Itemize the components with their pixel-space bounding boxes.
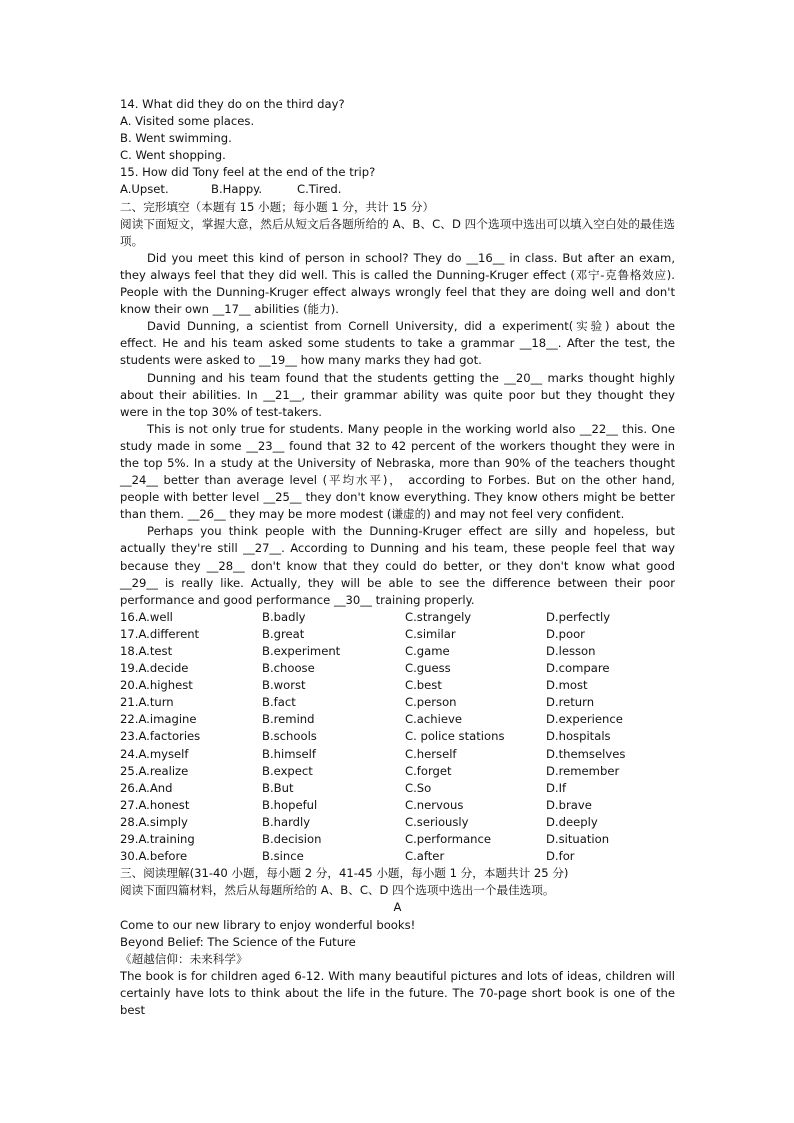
question-14: 14. What did they do on the third day? — [120, 97, 345, 111]
book-title-chinese: 《超越信仰：未来科学》 — [120, 951, 248, 966]
reading-section — [120, 865, 675, 1019]
exam-page — [120, 96, 675, 1019]
option-25-b: B.expect — [262, 763, 313, 778]
book-title: Beyond Belief: The Science of the Future — [120, 934, 356, 949]
option-17-c: C.similar — [405, 626, 456, 641]
option-27-a: 27.A.honest — [120, 797, 190, 812]
cloze-paragraph: Dunning and his team found that the students getting the __20__ marks thought highly about their abilities. In __21__, their grammar ability was quite poor but they thought they were in the top 30% of test-takers. — [120, 370, 675, 419]
question-14-option-b: B. Went swimming. — [120, 131, 232, 146]
option-30-c: C.after — [405, 849, 445, 864]
option-26-a: 26.A.And — [120, 780, 173, 795]
option-19-a: 19.A.decide — [120, 661, 189, 676]
option-22-c: C.achieve — [405, 712, 462, 727]
option-26-b: B.But — [262, 780, 294, 795]
option-25-c: C.forget — [405, 763, 452, 778]
option-18-d: D.lesson — [546, 644, 596, 658]
question-14-option-c: C. Went shopping. — [120, 148, 226, 163]
option-18-c: C.game — [405, 644, 450, 658]
option-19-c: C.guess — [405, 661, 451, 676]
option-23-c: C. police stations — [405, 729, 505, 744]
option-29-d: D.situation — [546, 832, 610, 847]
passage-label: A — [393, 900, 402, 915]
option-28-b: B.hardly — [262, 814, 311, 829]
passage-body: The book is for children aged 6-12. With many beautiful pictures and lots of ideas, children will certainly have lots to think about the life in the future. The 70-page short book is one of the best — [120, 968, 675, 1017]
question-15: 15. How did Tony feel at the end of the trip? — [120, 165, 376, 180]
option-24-d: D.themselves — [546, 746, 626, 761]
cloze-instruction: 阅读下面短文，掌握大意，然后从短文后各题所给的 A、B、C、D 四个选项中选出可以填入空白处的最佳选项。 — [120, 216, 675, 248]
cloze-heading: 二、完形填空（本题有 15 小题；每小题 1 分，共计 15 分） — [120, 199, 435, 214]
passage-line: Come to our new library to enjoy wonderful books! — [120, 917, 416, 932]
option-25-a: 25.A.realize — [120, 763, 189, 778]
option-21-a: 21.A.turn — [120, 695, 174, 710]
question-15-option-c: C.Tired. — [297, 182, 342, 197]
option-19-b: B.choose — [262, 661, 315, 676]
option-17-d: D.poor — [546, 626, 585, 641]
option-22-d: D.experience — [546, 712, 623, 727]
option-28-d: D.deeply — [546, 814, 598, 829]
question-14-option-a: A. Visited some places. — [120, 114, 255, 129]
option-24-c: C.herself — [405, 746, 457, 761]
option-22-b: B.remind — [262, 712, 315, 727]
cloze-paragraph: David Dunning, a scientist from Cornell University, did a experiment(实验) about the effect. He and his team asked some students to take a grammar __18__. After the test, the students were asked to __19__ how many marks they had got. — [120, 319, 675, 368]
option-29-c: C.performance — [405, 832, 492, 847]
reading-heading: 三、阅读理解(31-40 小题，每小题 2 分，41-45 小题，每小题 1 分，本题共计 25 分) — [120, 866, 569, 881]
option-23-b: B.schools — [262, 729, 317, 744]
cloze-options-table — [120, 609, 675, 865]
option-25-d: D.remember — [546, 763, 620, 778]
option-18-a: 18.A.test — [120, 644, 173, 658]
option-30-d: D.for — [546, 849, 575, 864]
option-20-d: D.most — [546, 678, 588, 693]
option-28-a: 28.A.simply — [120, 814, 188, 829]
option-30-a: 30.A.before — [120, 849, 188, 864]
option-27-b: B.hopeful — [262, 797, 318, 812]
option-20-c: C.best — [405, 678, 442, 693]
option-21-c: C.person — [405, 695, 457, 710]
option-27-d: D.brave — [546, 797, 592, 812]
option-23-d: D.hospitals — [546, 729, 611, 744]
option-20-a: 20.A.highest — [120, 678, 193, 693]
option-30-b: B.since — [262, 849, 304, 864]
option-16-c: C.strangely — [405, 609, 472, 624]
option-23-a: 23.A.factories — [120, 729, 201, 744]
question-15-option-b: B.Happy. — [211, 182, 263, 197]
option-29-a: 29.A.training — [120, 832, 195, 847]
option-22-a: 22.A.imagine — [120, 712, 197, 727]
question-15-options — [120, 181, 675, 198]
cloze-paragraph: Did you meet this kind of person in school? They do __16__ in class. But after an exam, they always feel that they did well. This is called the Dunning-Kruger effect (邓宁-克鲁格效应). People with the Dunning-Kruger effect always wrongly feel that they are doing well and don't know their own __17__ abilities (能力). — [120, 250, 675, 317]
option-24-b: B.himself — [262, 746, 316, 761]
reading-instruction: 阅读下面四篇材料，然后从每题所给的 A、B、C、D 四个选项中选出一个最佳选项。 — [120, 883, 555, 898]
option-16-d: D.perfectly — [546, 609, 611, 624]
cloze-paragraph: This is not only true for students. Many people in the working world also __22__ this. One study made in some __23__ found that 32 to 42 percent of the workers thought they were in the top 5%. In a study at the University of Nebraska, more than 90% of the teachers thought __24__ better than average level (平均水平)， according to Forbes. But on the other hand, people with better level __25__ they don't know everything. They know others might be better than them. __26__ they may be more modest (谦虚的) and may not feel very confident. — [120, 421, 675, 522]
option-29-b: B.decision — [262, 832, 322, 847]
option-19-d: D.compare — [546, 661, 610, 676]
option-26-d: D.If — [546, 780, 567, 795]
option-20-b: B.worst — [262, 678, 306, 693]
option-21-b: B.fact — [262, 695, 296, 710]
option-16-a: 16.A.well — [120, 609, 173, 624]
option-26-c: C.So — [405, 780, 432, 795]
listening-section — [120, 96, 675, 199]
option-17-a: 17.A.different — [120, 626, 200, 641]
cloze-paragraph: Perhaps you think people with the Dunning-Kruger effect are silly and hopeless, but actually they're still __27__. According to Dunning and his team, these people feel that way because they __28__ don't know that they could do better, or they don't know what good __29__ is really like. Actually, they will be able to see the difference between their poor performance and good performance __30__ training properly. — [120, 524, 675, 607]
option-16-b: B.badly — [262, 609, 306, 624]
cloze-passage — [120, 250, 675, 609]
question-15-option-a: A.Upset. — [120, 182, 169, 197]
option-27-c: C.nervous — [405, 797, 464, 812]
option-24-a: 24.A.myself — [120, 746, 189, 761]
option-28-c: C.seriously — [405, 814, 469, 829]
option-18-b: B.experiment — [262, 644, 341, 658]
cloze-section — [120, 199, 675, 866]
option-21-d: D.return — [546, 695, 595, 710]
option-17-b: B.great — [262, 626, 305, 641]
